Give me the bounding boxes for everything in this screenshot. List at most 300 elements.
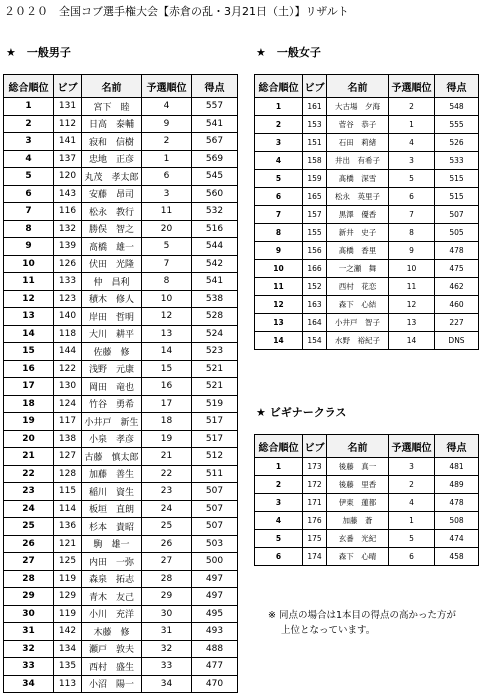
cell-name: 板垣 直朗	[82, 500, 142, 518]
table-row	[255, 458, 479, 476]
cell-qualifying-rank: 29	[142, 588, 192, 606]
cell-qualifying-rank: 8	[142, 273, 192, 291]
cell-name: 伏田 光隆	[82, 255, 142, 273]
column-header-qualifying-rank: 予選順位	[389, 75, 435, 98]
cell-name: 井出 有希子	[327, 152, 389, 170]
cell-name: 竹谷 勇希	[82, 395, 142, 413]
cell-score: 515	[435, 188, 479, 206]
table-row	[4, 185, 238, 203]
cell-rank: 18	[4, 395, 54, 413]
note-line: 上位となっています。	[281, 625, 376, 636]
cell-name: 積木 修人	[82, 290, 142, 308]
cell-bib: 139	[54, 238, 82, 256]
cell-score: 555	[435, 116, 479, 134]
cell-name: 岡田 竜也	[82, 378, 142, 396]
cell-bib: 130	[54, 378, 82, 396]
cell-qualifying-rank: 12	[389, 296, 435, 314]
cell-qualifying-rank: 6	[142, 168, 192, 186]
cell-rank: 13	[255, 314, 303, 332]
cell-name: 加藤 蒼	[327, 512, 389, 530]
table-row	[4, 588, 238, 606]
table-row	[4, 395, 238, 413]
column-header-bib: ビブ	[54, 75, 82, 98]
cell-score: DNS	[435, 332, 479, 350]
table-row	[255, 260, 479, 278]
cell-qualifying-rank: 30	[142, 605, 192, 623]
cell-bib: 119	[54, 605, 82, 623]
cell-rank: 5	[255, 170, 303, 188]
cell-rank: 14	[255, 332, 303, 350]
cell-score: 508	[435, 512, 479, 530]
cell-qualifying-rank: 28	[142, 570, 192, 588]
cell-score: 478	[435, 242, 479, 260]
table-row	[255, 476, 479, 494]
cell-rank: 1	[255, 98, 303, 116]
table-row	[4, 133, 238, 151]
table-row	[4, 98, 238, 116]
table-row	[4, 658, 238, 676]
cell-score: 505	[435, 224, 479, 242]
cell-qualifying-rank: 10	[142, 290, 192, 308]
cell-bib: 115	[54, 483, 82, 501]
cell-score: 470	[192, 675, 238, 693]
column-header-qualifying-rank: 予選順位	[389, 435, 435, 458]
cell-rank: 6	[255, 548, 303, 566]
cell-qualifying-rank: 23	[142, 483, 192, 501]
cell-rank: 34	[4, 675, 54, 693]
table-row	[4, 360, 238, 378]
cell-score: 475	[435, 260, 479, 278]
cell-rank: 10	[4, 255, 54, 273]
cell-bib: 163	[303, 296, 327, 314]
cell-score: 474	[435, 530, 479, 548]
cell-bib: 133	[54, 273, 82, 291]
cell-score: 528	[192, 308, 238, 326]
cell-score: 521	[192, 378, 238, 396]
column-header-name: 名前	[327, 435, 389, 458]
table-row	[4, 150, 238, 168]
cell-qualifying-rank: 24	[142, 500, 192, 518]
cell-bib: 118	[54, 325, 82, 343]
table-row	[4, 465, 238, 483]
table-row	[4, 500, 238, 518]
cell-name: 森下 心結	[327, 296, 389, 314]
cell-score: 495	[192, 605, 238, 623]
cell-qualifying-rank: 5	[389, 170, 435, 188]
cell-score: 507	[192, 518, 238, 536]
cell-bib: 124	[54, 395, 82, 413]
cell-name: 髙橋 香里	[327, 242, 389, 260]
cell-score: 515	[435, 170, 479, 188]
cell-bib: 126	[54, 255, 82, 273]
cell-score: 458	[435, 548, 479, 566]
cell-rank: 2	[255, 116, 303, 134]
cell-score: 481	[435, 458, 479, 476]
cell-rank: 21	[4, 448, 54, 466]
cell-bib: 134	[54, 640, 82, 658]
cell-name: 髙橋 雄一	[82, 238, 142, 256]
cell-score: 524	[192, 325, 238, 343]
cell-qualifying-rank: 7	[142, 255, 192, 273]
cell-bib: 176	[303, 512, 327, 530]
cell-bib: 127	[54, 448, 82, 466]
column-header-score: 得点	[435, 435, 479, 458]
cell-bib: 137	[54, 150, 82, 168]
cell-name: 松永 英里子	[327, 188, 389, 206]
cell-qualifying-rank: 9	[389, 242, 435, 260]
cell-name: 大古場 夕海	[327, 98, 389, 116]
cell-bib: 144	[54, 343, 82, 361]
cell-name: 加藤 善生	[82, 465, 142, 483]
table-row	[255, 170, 479, 188]
table-row	[4, 675, 238, 693]
cell-rank: 22	[4, 465, 54, 483]
cell-qualifying-rank: 19	[142, 430, 192, 448]
cell-name: 西村 花恋	[327, 278, 389, 296]
cell-qualifying-rank: 32	[142, 640, 192, 658]
cell-qualifying-rank: 4	[142, 98, 192, 116]
table-row	[4, 273, 238, 291]
cell-bib: 159	[303, 170, 327, 188]
cell-name: 大川 耕平	[82, 325, 142, 343]
cell-qualifying-rank: 11	[389, 278, 435, 296]
cell-qualifying-rank: 4	[389, 134, 435, 152]
cell-rank: 3	[4, 133, 54, 151]
cell-name: 瀬戸 敦夫	[82, 640, 142, 658]
cell-rank: 4	[4, 150, 54, 168]
cell-score: 227	[435, 314, 479, 332]
cell-name: 小井戸 新生	[82, 413, 142, 431]
cell-name: 岸田 哲明	[82, 308, 142, 326]
cell-score: 507	[192, 483, 238, 501]
cell-rank: 19	[4, 413, 54, 431]
cell-score: 532	[192, 203, 238, 221]
cell-name: 後藤 真一	[327, 458, 389, 476]
cell-score: 507	[435, 206, 479, 224]
cell-rank: 9	[4, 238, 54, 256]
tie-break-note	[268, 608, 456, 638]
cell-rank: 15	[4, 343, 54, 361]
cell-name: 松永 教行	[82, 203, 142, 221]
cell-bib: 112	[54, 115, 82, 133]
section-heading-beginner: ★ ビギナークラス	[256, 406, 347, 419]
table-row	[4, 203, 238, 221]
cell-rank: 5	[255, 530, 303, 548]
cell-bib: 132	[54, 220, 82, 238]
table-row	[255, 116, 479, 134]
cell-name: 菅谷 恭子	[327, 116, 389, 134]
table-header	[255, 435, 479, 458]
cell-bib: 142	[54, 623, 82, 641]
cell-bib: 143	[54, 185, 82, 203]
cell-qualifying-rank: 6	[389, 188, 435, 206]
cell-qualifying-rank: 17	[142, 395, 192, 413]
cell-bib: 128	[54, 465, 82, 483]
table-row	[4, 605, 238, 623]
table-row	[255, 152, 479, 170]
cell-bib: 174	[303, 548, 327, 566]
cell-qualifying-rank: 9	[142, 115, 192, 133]
cell-rank: 29	[4, 588, 54, 606]
cell-rank: 12	[4, 290, 54, 308]
cell-rank: 11	[255, 278, 303, 296]
cell-score: 542	[192, 255, 238, 273]
cell-bib: 157	[303, 206, 327, 224]
cell-name: 石田 莉緒	[327, 134, 389, 152]
cell-qualifying-rank: 31	[142, 623, 192, 641]
cell-bib: 173	[303, 458, 327, 476]
cell-score: 489	[435, 476, 479, 494]
cell-rank: 30	[4, 605, 54, 623]
cell-rank: 12	[255, 296, 303, 314]
cell-name: 黒澤 優香	[327, 206, 389, 224]
column-header-rank: 総合順位	[255, 435, 303, 458]
table-row	[255, 548, 479, 566]
cell-rank: 26	[4, 535, 54, 553]
table-row	[255, 242, 479, 260]
cell-bib: 135	[54, 658, 82, 676]
cell-rank: 13	[4, 308, 54, 326]
table-row	[4, 483, 238, 501]
cell-rank: 3	[255, 134, 303, 152]
cell-bib: 141	[54, 133, 82, 151]
cell-qualifying-rank: 1	[389, 116, 435, 134]
cell-qualifying-rank: 1	[142, 150, 192, 168]
cell-name: 新井 史子	[327, 224, 389, 242]
cell-score: 500	[192, 553, 238, 571]
table-row	[255, 188, 479, 206]
cell-score: 516	[192, 220, 238, 238]
table-row	[4, 413, 238, 431]
table-row	[4, 168, 238, 186]
cell-qualifying-rank: 34	[142, 675, 192, 693]
cell-name: 安藤 昂司	[82, 185, 142, 203]
cell-score: 493	[192, 623, 238, 641]
cell-score: 538	[192, 290, 238, 308]
cell-name: 小泉 孝彦	[82, 430, 142, 448]
cell-name: 小沼 陽一	[82, 675, 142, 693]
cell-name: 後藤 里香	[327, 476, 389, 494]
table-row	[255, 98, 479, 116]
cell-bib: 161	[303, 98, 327, 116]
table-row	[4, 570, 238, 588]
cell-score: 517	[192, 413, 238, 431]
column-header-score: 得点	[192, 75, 238, 98]
cell-name: 古藤 慎太郎	[82, 448, 142, 466]
cell-qualifying-rank: 13	[142, 325, 192, 343]
cell-bib: 119	[54, 570, 82, 588]
cell-rank: 7	[255, 206, 303, 224]
cell-score: 478	[435, 494, 479, 512]
cell-score: 517	[192, 430, 238, 448]
cell-bib: 123	[54, 290, 82, 308]
table-row	[4, 640, 238, 658]
cell-score: 533	[435, 152, 479, 170]
cell-rank: 31	[4, 623, 54, 641]
cell-rank: 27	[4, 553, 54, 571]
table-row	[4, 378, 238, 396]
cell-name: 伊東 蓮都	[327, 494, 389, 512]
cell-qualifying-rank: 2	[142, 133, 192, 151]
cell-rank: 8	[4, 220, 54, 238]
cell-qualifying-rank: 7	[389, 206, 435, 224]
cell-name: 丸茂 孝太郎	[82, 168, 142, 186]
table-row	[4, 535, 238, 553]
cell-bib: 140	[54, 308, 82, 326]
cell-qualifying-rank: 3	[389, 458, 435, 476]
column-header-name: 名前	[82, 75, 142, 98]
table-row	[4, 115, 238, 133]
column-header-bib: ビブ	[303, 75, 327, 98]
cell-name: 勝俣 智之	[82, 220, 142, 238]
table-row	[255, 530, 479, 548]
cell-score: 460	[435, 296, 479, 314]
cell-bib: 158	[303, 152, 327, 170]
cell-bib: 155	[303, 224, 327, 242]
cell-bib: 152	[303, 278, 327, 296]
cell-qualifying-rank: 26	[142, 535, 192, 553]
cell-qualifying-rank: 3	[142, 185, 192, 203]
cell-bib: 165	[303, 188, 327, 206]
cell-score: 507	[192, 500, 238, 518]
table-row	[255, 278, 479, 296]
cell-bib: 154	[303, 332, 327, 350]
section-heading-men: ★ 一般男子	[6, 46, 71, 59]
cell-name: 駒 雄一	[82, 535, 142, 553]
cell-name: 日高 泰輔	[82, 115, 142, 133]
cell-name: 寂和 信樹	[82, 133, 142, 151]
cell-score: 523	[192, 343, 238, 361]
cell-name: 佐藤 修	[82, 343, 142, 361]
cell-rank: 14	[4, 325, 54, 343]
column-header-score: 得点	[435, 75, 479, 98]
cell-qualifying-rank: 4	[389, 494, 435, 512]
cell-score: 545	[192, 168, 238, 186]
cell-qualifying-rank: 15	[142, 360, 192, 378]
cell-bib: 175	[303, 530, 327, 548]
table-row	[255, 224, 479, 242]
cell-bib: 172	[303, 476, 327, 494]
cell-score: 548	[435, 98, 479, 116]
table-row	[4, 220, 238, 238]
cell-rank: 25	[4, 518, 54, 536]
cell-rank: 23	[4, 483, 54, 501]
cell-bib: 121	[54, 535, 82, 553]
cell-bib: 164	[303, 314, 327, 332]
cell-bib: 122	[54, 360, 82, 378]
cell-bib: 166	[303, 260, 327, 278]
cell-bib: 171	[303, 494, 327, 512]
cell-bib: 136	[54, 518, 82, 536]
cell-qualifying-rank: 6	[389, 548, 435, 566]
cell-bib: 113	[54, 675, 82, 693]
column-header-name: 名前	[327, 75, 389, 98]
cell-score: 567	[192, 133, 238, 151]
cell-score: 569	[192, 150, 238, 168]
cell-qualifying-rank: 12	[142, 308, 192, 326]
cell-score: 557	[192, 98, 238, 116]
cell-score: 477	[192, 658, 238, 676]
cell-bib: 114	[54, 500, 82, 518]
table-row	[4, 553, 238, 571]
cell-rank: 20	[4, 430, 54, 448]
cell-rank: 10	[255, 260, 303, 278]
cell-bib: 138	[54, 430, 82, 448]
cell-score: 462	[435, 278, 479, 296]
cell-score: 541	[192, 273, 238, 291]
cell-qualifying-rank: 14	[389, 332, 435, 350]
table-row	[4, 448, 238, 466]
cell-rank: 28	[4, 570, 54, 588]
cell-rank: 5	[4, 168, 54, 186]
cell-qualifying-rank: 10	[389, 260, 435, 278]
cell-name: 一之瀬 舞	[327, 260, 389, 278]
cell-rank: 9	[255, 242, 303, 260]
cell-qualifying-rank: 25	[142, 518, 192, 536]
cell-score: 497	[192, 588, 238, 606]
table-row	[255, 134, 479, 152]
cell-qualifying-rank: 13	[389, 314, 435, 332]
cell-qualifying-rank: 5	[142, 238, 192, 256]
table-row	[4, 255, 238, 273]
results-table-beginner	[254, 434, 479, 566]
cell-rank: 16	[4, 360, 54, 378]
table-row	[4, 325, 238, 343]
cell-name: 森泉 拓志	[82, 570, 142, 588]
table-header	[255, 75, 479, 98]
column-header-qualifying-rank: 予選順位	[142, 75, 192, 98]
cell-name: 西村 盛生	[82, 658, 142, 676]
cell-score: 503	[192, 535, 238, 553]
cell-rank: 3	[255, 494, 303, 512]
table-row	[4, 238, 238, 256]
cell-rank: 4	[255, 152, 303, 170]
table-row	[4, 343, 238, 361]
cell-rank: 6	[255, 188, 303, 206]
cell-rank: 4	[255, 512, 303, 530]
cell-bib: 116	[54, 203, 82, 221]
cell-qualifying-rank: 22	[142, 465, 192, 483]
cell-rank: 1	[4, 98, 54, 116]
cell-qualifying-rank: 14	[142, 343, 192, 361]
cell-name: 小川 充洋	[82, 605, 142, 623]
cell-qualifying-rank: 2	[389, 476, 435, 494]
table-header	[4, 75, 238, 98]
cell-qualifying-rank: 11	[142, 203, 192, 221]
cell-bib: 120	[54, 168, 82, 186]
cell-qualifying-rank: 20	[142, 220, 192, 238]
cell-name: 仲 昌利	[82, 273, 142, 291]
table-row	[255, 512, 479, 530]
cell-qualifying-rank: 1	[389, 512, 435, 530]
cell-bib: 153	[303, 116, 327, 134]
cell-score: 521	[192, 360, 238, 378]
page-title: ２０２０ 全国コブ選手権大会【赤倉の乱・3月21日（土）】リザルト	[4, 5, 349, 18]
cell-qualifying-rank: 2	[389, 98, 435, 116]
cell-qualifying-rank: 33	[142, 658, 192, 676]
cell-name: 木藤 修	[82, 623, 142, 641]
cell-rank: 11	[4, 273, 54, 291]
cell-name: 森下 心晴	[327, 548, 389, 566]
cell-rank: 17	[4, 378, 54, 396]
table-row	[4, 430, 238, 448]
table-row	[4, 308, 238, 326]
table-row	[4, 290, 238, 308]
cell-score: 541	[192, 115, 238, 133]
table-row	[255, 206, 479, 224]
cell-qualifying-rank: 5	[389, 530, 435, 548]
cell-bib: 129	[54, 588, 82, 606]
